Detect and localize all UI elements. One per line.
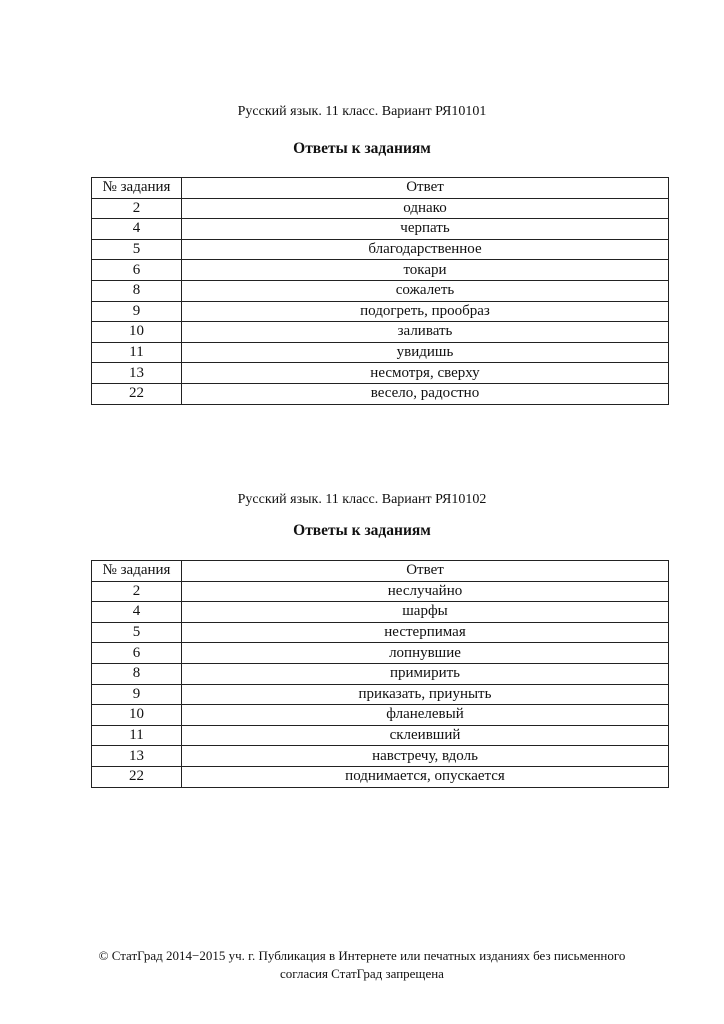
- task-number-cell: 2: [92, 198, 182, 219]
- table-row: [92, 766, 669, 787]
- answer-cell: подогреть, прообраз: [182, 301, 669, 322]
- task-number-cell: 5: [92, 239, 182, 260]
- table-row: [92, 239, 669, 260]
- answer-cell: сожалеть: [182, 280, 669, 301]
- answer-cell: склеивший: [182, 725, 669, 746]
- table-header-row: [92, 561, 669, 582]
- answer-cell: приказать, приуныть: [182, 684, 669, 705]
- task-number-cell: 22: [92, 383, 182, 404]
- task-number-cell: 6: [92, 260, 182, 281]
- column-header-answer: Ответ: [182, 178, 669, 199]
- answer-cell: весело, радостно: [182, 383, 669, 404]
- answer-cell: благодарственное: [182, 239, 669, 260]
- task-number-cell: 10: [92, 322, 182, 343]
- task-number-cell: 9: [92, 301, 182, 322]
- answer-cell: несмотря, сверху: [182, 363, 669, 384]
- table-row: [92, 684, 669, 705]
- task-number-cell: 5: [92, 622, 182, 643]
- table-row: [92, 602, 669, 623]
- table-row: [92, 280, 669, 301]
- task-number-cell: 13: [92, 746, 182, 767]
- variant-1-answers-table: [91, 177, 669, 405]
- answer-cell: токари: [182, 260, 669, 281]
- variant-1-title: Русский язык. 11 класс. Вариант РЯ10101: [237, 104, 487, 119]
- answer-cell: поднимается, опускается: [182, 766, 669, 787]
- table-header-row: [92, 178, 669, 199]
- task-number-cell: 22: [92, 766, 182, 787]
- answer-cell: черпать: [182, 219, 669, 240]
- table-row: [92, 581, 669, 602]
- answer-cell: фланелевый: [182, 705, 669, 726]
- variant-2-answers-table: [91, 560, 669, 788]
- task-number-cell: 6: [92, 643, 182, 664]
- answer-cell: неслучайно: [182, 581, 669, 602]
- copyright-footer: [0, 947, 724, 983]
- task-number-cell: 2: [92, 581, 182, 602]
- table-row: [92, 622, 669, 643]
- answer-cell: навстречу, вдоль: [182, 746, 669, 767]
- task-number-cell: 9: [92, 684, 182, 705]
- column-header-task-number: № задания: [92, 178, 182, 199]
- table-row: [92, 301, 669, 322]
- table-row: [92, 363, 669, 384]
- task-number-cell: 8: [92, 663, 182, 684]
- task-number-cell: 10: [92, 705, 182, 726]
- answer-cell: нестерпимая: [182, 622, 669, 643]
- variant-2-heading: Ответы к заданиям: [293, 522, 431, 539]
- table-row: [92, 322, 669, 343]
- task-number-cell: 11: [92, 342, 182, 363]
- answer-cell: лопнувшие: [182, 643, 669, 664]
- table-row: [92, 746, 669, 767]
- column-header-answer: Ответ: [182, 561, 669, 582]
- answer-cell: однако: [182, 198, 669, 219]
- table-row: [92, 342, 669, 363]
- table-row: [92, 725, 669, 746]
- table-row: [92, 643, 669, 664]
- table-row: [92, 198, 669, 219]
- task-number-cell: 4: [92, 219, 182, 240]
- table-row: [92, 663, 669, 684]
- column-header-task-number: № задания: [92, 561, 182, 582]
- footer-line-2: согласия СтатГрад запрещена: [280, 966, 444, 981]
- task-number-cell: 13: [92, 363, 182, 384]
- variant-2-title: Русский язык. 11 класс. Вариант РЯ10102: [237, 492, 487, 507]
- footer-line-1: © СтатГрад 2014−2015 уч. г. Публикация в Интернете или печатных изданиях без письменного: [98, 948, 626, 963]
- table-row: [92, 219, 669, 240]
- table-row: [92, 383, 669, 404]
- task-number-cell: 4: [92, 602, 182, 623]
- answer-cell: увидишь: [182, 342, 669, 363]
- answer-cell: заливать: [182, 322, 669, 343]
- answer-cell: шарфы: [182, 602, 669, 623]
- table-row: [92, 705, 669, 726]
- variant-1-heading: Ответы к заданиям: [293, 140, 431, 157]
- answer-cell: примирить: [182, 663, 669, 684]
- table-row: [92, 260, 669, 281]
- task-number-cell: 8: [92, 280, 182, 301]
- task-number-cell: 11: [92, 725, 182, 746]
